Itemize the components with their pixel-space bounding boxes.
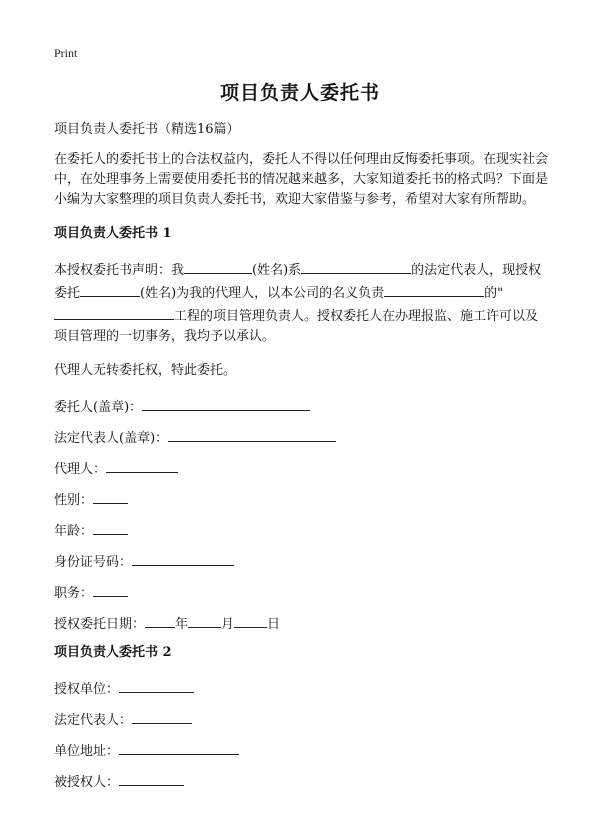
intro-paragraph: 在委托人的委托书上的合法权益内，委托人不得以任何理由反悔委托事项。在现实社会中，在处理事务上需要使用委托书的情况越来越多，大家知道委托书的格式吗？下面是小编为大家整理的项目负责人委托书，欢迎大家借鉴与参考，希望对大家有所帮助。: [54, 152, 549, 207]
blank-agent-name[interactable]: [80, 281, 140, 297]
blank-principal-name[interactable]: [184, 258, 252, 274]
blank-legal-rep-2[interactable]: [132, 708, 192, 724]
field-label-position: 职务：: [54, 586, 94, 601]
month-label: 月: [221, 617, 235, 632]
field-label-legal-rep-2: 法定代表人：: [54, 713, 133, 728]
subtitle: 项目负责人委托书（精选16篇）: [54, 122, 240, 137]
blank-address[interactable]: [119, 739, 239, 755]
year-label: 年: [175, 617, 189, 632]
blank-position[interactable]: [93, 581, 128, 597]
field-label-legal-rep: 法定代表人(盖章)：: [54, 431, 169, 446]
blank-grantee[interactable]: [119, 770, 184, 786]
blank-id-number[interactable]: [132, 550, 234, 566]
id-number-line: [54, 550, 550, 570]
statement-text-2: (姓名)系: [252, 263, 302, 278]
field-label-date: 授权委托日期：: [54, 617, 146, 632]
blank-legal-rep-signature[interactable]: [168, 426, 336, 442]
blank-gender[interactable]: [93, 488, 128, 504]
field-label-agent: 代理人：: [54, 462, 107, 477]
field-label-unit: 授权单位：: [54, 682, 120, 697]
blank-principal-signature[interactable]: [142, 395, 310, 411]
legal-rep-line-2: [54, 708, 550, 728]
blank-project-name[interactable]: [54, 304, 174, 320]
legal-rep-signature-line: [54, 426, 550, 446]
statement-text-1: 本授权委托书声明：我: [54, 263, 185, 278]
blank-month[interactable]: [188, 612, 221, 628]
field-label-id-number: 身份证号码：: [54, 555, 133, 570]
field-label-principal: 委托人(盖章)：: [54, 400, 143, 415]
age-line: [54, 519, 550, 539]
authorization-date-line: [54, 612, 550, 632]
principal-signature-line: [54, 395, 550, 415]
field-label-grantee: 被授权人：: [54, 775, 120, 790]
gender-line: [54, 488, 550, 508]
statement-text-4: (姓名)为我的代理人，以本公司的名义负责: [140, 286, 385, 301]
field-label-address: 单位地址：: [54, 744, 120, 759]
blank-age[interactable]: [93, 519, 128, 535]
section-heading-1: 项目负责人委托书 1: [54, 226, 172, 241]
blank-unit[interactable]: [119, 677, 194, 693]
blank-company-name[interactable]: [301, 258, 411, 274]
address-line: [54, 739, 550, 759]
statement-text-6: 工程的项目管理负责人。授权委托人在办理报监、施工许可以及项目管理的一切事务，我均予以承认。: [54, 309, 539, 344]
day-label: 日: [267, 617, 281, 632]
position-line: [54, 581, 550, 601]
document-body: [54, 120, 550, 801]
statement-text-5: 的": [484, 286, 504, 301]
authorization-statement: [54, 258, 550, 347]
grantee-line: [54, 770, 550, 790]
print-link[interactable]: Print: [54, 46, 78, 60]
blank-agent[interactable]: [106, 457, 178, 473]
no-transfer-statement: 代理人无转委托权，特此委托。: [54, 363, 237, 378]
unit-line: [54, 677, 550, 697]
blank-project-owner[interactable]: [384, 281, 484, 297]
page-title: 项目负责人委托书: [219, 82, 380, 104]
field-label-age: 年龄：: [54, 524, 94, 539]
agent-line: [54, 457, 550, 477]
section-heading-2: 项目负责人委托书 2: [54, 645, 172, 660]
field-label-gender: 性别：: [54, 493, 94, 508]
blank-year[interactable]: [145, 612, 175, 628]
blank-day[interactable]: [234, 612, 267, 628]
statement-text-3: 的法定代表人，现授权委托: [54, 263, 542, 301]
